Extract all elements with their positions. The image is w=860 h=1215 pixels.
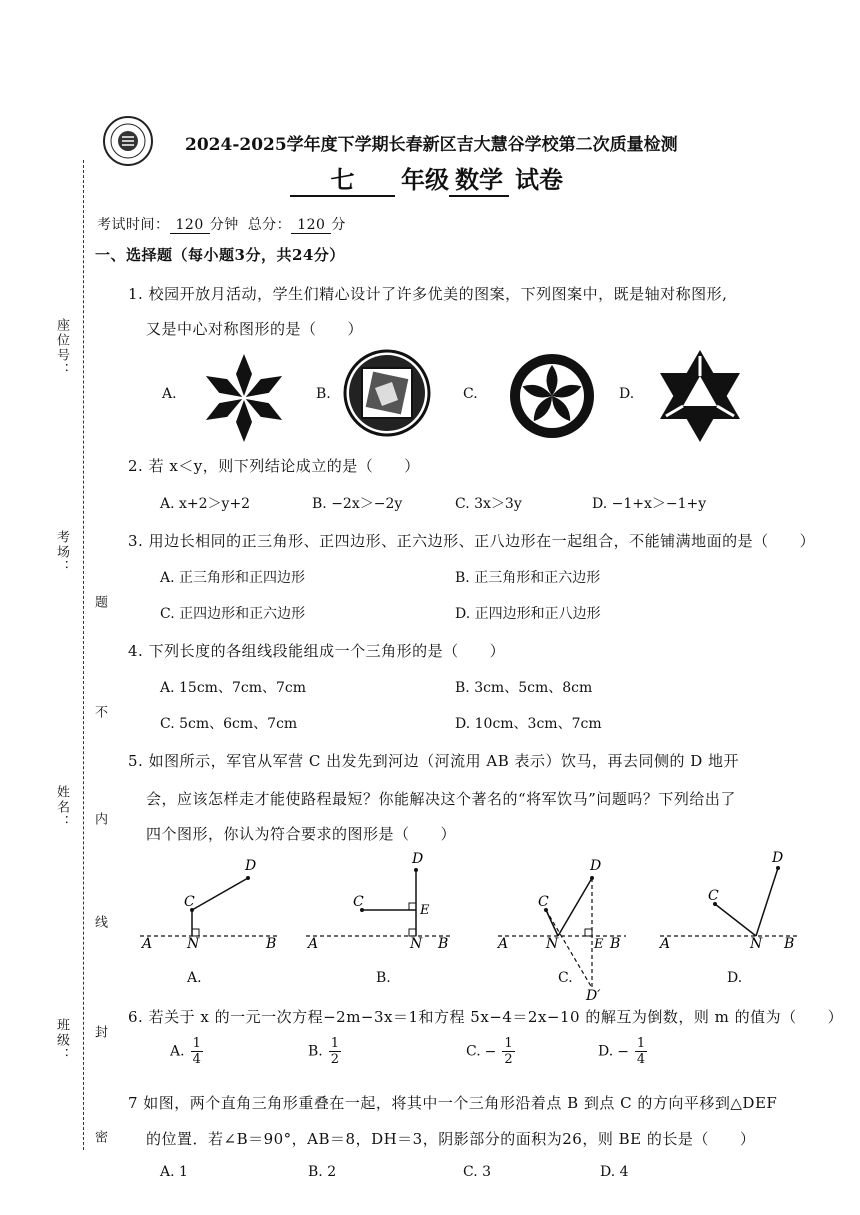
svg-text:E: E: [420, 903, 430, 918]
q4-stem: 4. 下列长度的各组线段能组成一个三角形的是（ ）: [128, 642, 506, 660]
q6-option-a-denominator: 4: [192, 1052, 201, 1067]
svg-text:D: D: [772, 850, 784, 866]
q5-figure-b: [306, 851, 450, 952]
paper-word: 试卷: [515, 166, 563, 194]
svg-text:B: B: [438, 936, 449, 952]
svg-text:B: B: [784, 936, 795, 952]
seal-char-ti: 题: [92, 595, 107, 610]
seat-number-label: 座位号：: [54, 318, 69, 378]
svg-text:C: C: [708, 888, 719, 904]
q5-caption-b: B.: [376, 970, 391, 986]
svg-text:N: N: [187, 936, 200, 952]
q2-option-a: A. x+2＞y+2: [160, 496, 251, 512]
q2-option-c: C. 3x＞3y: [455, 496, 522, 512]
q6-option-a-label: A.: [170, 1043, 185, 1060]
grade-word: 年级: [401, 166, 449, 194]
q7-option-c: C. 3: [463, 1164, 492, 1180]
q6-option-b: [308, 1036, 341, 1067]
svg-text:D: D: [412, 851, 424, 867]
q2-option-d: D. −1+x＞−1+y: [592, 496, 707, 512]
svg-text:A: A: [498, 936, 509, 952]
svg-text:D′: D′: [586, 988, 601, 1003]
q7-option-b: B. 2: [308, 1164, 337, 1180]
q2-stem: 2. 若 x＜y，则下列结论成立的是（ ）: [128, 457, 420, 475]
q6-option-d-fraction: [635, 1036, 647, 1067]
exam-title: 2024-2025学年度下学期长春新区吉大慧谷学校第二次质量检测: [185, 135, 678, 155]
exam-time-value: 120: [170, 217, 210, 234]
svg-text:D: D: [245, 858, 257, 874]
q1-label-a: A.: [162, 386, 177, 402]
q1-six-point-star-figure: [196, 350, 292, 446]
q2-option-b: B. −2x＞−2y: [312, 496, 403, 512]
q1-stem-line1: 1. 校园开放月活动，学生们精心设计了许多优美的图案，下列图案中，既是轴对称图形,: [128, 285, 728, 303]
exam-info-line: [97, 214, 346, 234]
q1-hexagram-figure: [652, 348, 748, 444]
q6-option-c-label: C.: [466, 1043, 481, 1060]
q3-option-d: D. 正四边形和正八边形: [455, 606, 601, 622]
svg-text:N: N: [410, 936, 423, 952]
school-logo: [102, 115, 154, 167]
svg-text:C: C: [184, 894, 195, 910]
q7-option-d: D. 4: [600, 1164, 629, 1180]
svg-text:A: A: [142, 936, 153, 952]
q6-option-c-numerator: 1: [504, 1036, 513, 1051]
svg-text:A: A: [308, 936, 319, 952]
q6-option-d-label: D.: [598, 1043, 614, 1060]
q6-option-b-fraction: [329, 1036, 341, 1067]
q6-option-d-numerator: 1: [636, 1036, 646, 1051]
grade-value: 七: [290, 160, 395, 197]
q1-label-d: D.: [619, 386, 635, 402]
q3-option-a: A. 正三角形和正四边形: [160, 570, 306, 586]
q5-stem-line3: 四个图形，你认为符合要求的图形是（ ）: [146, 825, 457, 843]
exam-room-label: 考场：: [54, 530, 69, 575]
q6-option-c: [466, 1036, 515, 1067]
seal-char-mi: 密: [92, 1130, 107, 1145]
student-name-label: 姓名：: [54, 785, 69, 830]
q1-five-petal-circle-figure: [508, 352, 596, 440]
svg-text:C: C: [353, 894, 364, 910]
svg-text:D: D: [590, 858, 602, 874]
q5-figures: [130, 848, 810, 1003]
total-value: 120: [291, 217, 331, 234]
svg-text:B: B: [610, 936, 621, 952]
q4-option-c: C. 5cm、6cm、7cm: [160, 716, 298, 732]
q7-stem-line1: 7 如图，两个直角三角形重叠在一起，将其中一个三角形沿着点 B 到点 C 的方向平移到△DEF: [128, 1094, 778, 1112]
q5-figure-a: [140, 858, 280, 952]
q6-option-b-denominator: 2: [330, 1052, 340, 1067]
class-label: 班级：: [54, 1018, 69, 1063]
seal-char-bu: 不: [92, 705, 107, 720]
q4-option-d: D. 10cm、3cm、7cm: [455, 716, 602, 732]
svg-text:E: E: [594, 937, 604, 952]
seal-char-nei: 内: [92, 812, 107, 827]
svg-text:N: N: [546, 936, 559, 952]
q1-label-b: B.: [316, 386, 331, 402]
dashed-binding-line: [83, 160, 84, 1150]
q6-stem: 6. 若关于 x 的一元一次方程−2m−3x＝1和方程 5x−4＝2x−10 的解互为倒数，则 m 的值为（ ）: [128, 1008, 844, 1026]
q3-option-b: B. 正三角形和正六边形: [455, 570, 601, 586]
q1-label-c: C.: [463, 386, 478, 402]
q6-option-d-denominator: 4: [636, 1052, 646, 1067]
total-label: 总分：: [247, 217, 292, 233]
q1-square-in-circle-figure: [342, 348, 432, 438]
section-one-title: 一、选择题（每小题3分，共24分）: [95, 246, 345, 264]
q6-option-b-numerator: 1: [330, 1036, 340, 1051]
exam-time-unit: 分钟: [209, 217, 239, 233]
seal-char-feng: 封: [92, 1025, 107, 1040]
q7-option-a: A. 1: [160, 1164, 188, 1180]
q6-option-a-fraction: [191, 1036, 203, 1067]
q5-caption-d: D.: [727, 970, 743, 986]
q4-option-a: A. 15cm、7cm、7cm: [160, 680, 306, 696]
q1-stem-line2: 又是中心对称图形的是（ ）: [146, 320, 364, 338]
exam-time-label: 考试时间：: [97, 217, 170, 233]
q5-stem-line1: 5. 如图所示，军官从军营 C 出发先到河边（河流用 AB 表示）饮马，再去同侧的 D 地开: [128, 752, 740, 770]
paper-subtitle: [290, 160, 563, 197]
total-unit: 分: [331, 217, 346, 233]
q5-caption-c: C.: [558, 970, 573, 986]
q6-option-d: [598, 1036, 647, 1067]
q5-caption-a: A.: [187, 970, 202, 986]
q3-stem: 3. 用边长相同的正三角形、正四边形、正六边形、正八边形在一起组合，不能铺满地面的是（ ）: [128, 532, 816, 550]
q6-option-d-sign: −: [617, 1043, 629, 1060]
q4-option-b: B. 3cm、5cm、8cm: [455, 680, 593, 696]
q5-stem-line2: 会，应该怎样走才能使路程最短？你能解决这个著名的“将军饮马”问题吗？下列给出了: [146, 790, 736, 808]
seal-char-xian: 线: [92, 915, 107, 930]
q7-stem-line2: 的位置．若∠B＝90°，AB＝8，DH＝3，阴影部分的面积为26，则 BE 的长是（ ）: [146, 1130, 756, 1148]
q5-figure-d: [658, 850, 800, 952]
q6-option-b-label: B.: [308, 1043, 323, 1060]
q3-option-c: C. 正四边形和正六边形: [160, 606, 306, 622]
q6-option-c-denominator: 2: [504, 1052, 513, 1067]
q6-option-c-sign: −: [484, 1043, 497, 1060]
q6-option-a: [170, 1036, 203, 1067]
q6-option-a-numerator: 1: [192, 1036, 201, 1051]
subject-value: 数学: [449, 160, 509, 197]
q6-option-c-fraction: [502, 1036, 514, 1067]
svg-text:A: A: [660, 936, 671, 952]
svg-text:C: C: [538, 894, 549, 910]
svg-text:N: N: [750, 936, 763, 952]
svg-text:B: B: [266, 936, 277, 952]
